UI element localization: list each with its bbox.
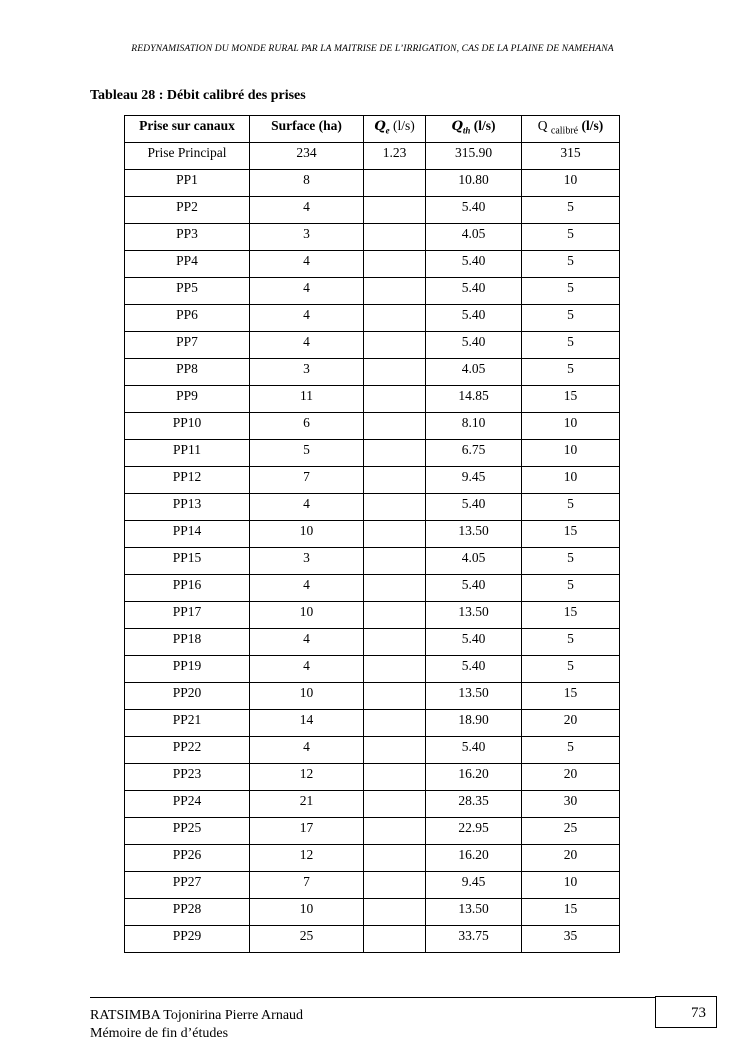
- cell-qcal: 10: [522, 872, 620, 899]
- cell-surface: 10: [250, 899, 364, 926]
- table-row: [125, 683, 620, 710]
- cell-qe: [364, 305, 426, 332]
- cell-surface: 4: [250, 278, 364, 305]
- cell-qcal: 15: [522, 386, 620, 413]
- cell-qth: 9.45: [426, 467, 522, 494]
- table-row: [125, 899, 620, 926]
- table-row: [125, 467, 620, 494]
- cell-prise: PP19: [125, 656, 250, 683]
- cell-prise: PP6: [125, 305, 250, 332]
- cell-qth: 18.90: [426, 710, 522, 737]
- cell-qcal: 15: [522, 899, 620, 926]
- cell-qe: [364, 359, 426, 386]
- cell-prise: PP29: [125, 926, 250, 953]
- cell-qth: 4.05: [426, 224, 522, 251]
- cell-prise: PP11: [125, 440, 250, 467]
- cell-qth: 5.40: [426, 575, 522, 602]
- cell-qe: [364, 278, 426, 305]
- cell-qth: 5.40: [426, 251, 522, 278]
- table-row: [125, 521, 620, 548]
- cell-surface: 11: [250, 386, 364, 413]
- cell-qe: [364, 602, 426, 629]
- table-header-row: [125, 116, 620, 143]
- qth-subscript: th: [462, 125, 471, 136]
- cell-qe: [364, 386, 426, 413]
- cell-qcal: 20: [522, 710, 620, 737]
- cell-prise: PP24: [125, 791, 250, 818]
- cell-prise: PP15: [125, 548, 250, 575]
- qe-unit: (l/s): [392, 118, 415, 133]
- cell-surface: 21: [250, 791, 364, 818]
- cell-prise: PP23: [125, 764, 250, 791]
- col-qcal-header: [522, 116, 620, 143]
- cell-qe: [364, 818, 426, 845]
- qth-symbol: Q: [451, 119, 463, 134]
- col-prise-header: Prise sur canaux: [125, 116, 250, 143]
- cell-qe: [364, 710, 426, 737]
- cell-surface: 4: [250, 629, 364, 656]
- cell-prise: PP21: [125, 710, 250, 737]
- cell-prise: PP26: [125, 845, 250, 872]
- cell-qe: [364, 656, 426, 683]
- cell-surface: 7: [250, 872, 364, 899]
- cell-qth: 13.50: [426, 683, 522, 710]
- cell-qth: 13.50: [426, 521, 522, 548]
- cell-surface: 12: [250, 845, 364, 872]
- cell-qth: 5.40: [426, 305, 522, 332]
- cell-qth: 6.75: [426, 440, 522, 467]
- cell-prise: PP1: [125, 170, 250, 197]
- cell-qe: [364, 440, 426, 467]
- table-row: [125, 224, 620, 251]
- cell-qcal: 10: [522, 170, 620, 197]
- cell-prise: PP12: [125, 467, 250, 494]
- cell-qth: 10.80: [426, 170, 522, 197]
- table-row: [125, 251, 620, 278]
- table-row: [125, 602, 620, 629]
- table-row: [125, 656, 620, 683]
- col-qth-header: [426, 116, 522, 143]
- cell-qcal: 10: [522, 413, 620, 440]
- cell-qe: [364, 548, 426, 575]
- cell-surface: 3: [250, 224, 364, 251]
- cell-surface: 10: [250, 602, 364, 629]
- cell-qth: 315.90: [426, 143, 522, 170]
- cell-qe: [364, 170, 426, 197]
- cell-prise: PP16: [125, 575, 250, 602]
- cell-surface: 12: [250, 764, 364, 791]
- cell-qe: [364, 251, 426, 278]
- cell-surface: 3: [250, 359, 364, 386]
- cell-qth: 16.20: [426, 764, 522, 791]
- cell-prise: PP9: [125, 386, 250, 413]
- table-row: [125, 386, 620, 413]
- cell-qth: 5.40: [426, 278, 522, 305]
- cell-prise: PP7: [125, 332, 250, 359]
- qcal-subscript: calibré: [550, 125, 579, 137]
- cell-qcal: 15: [522, 521, 620, 548]
- table-row: [125, 197, 620, 224]
- cell-prise: PP13: [125, 494, 250, 521]
- qth-unit: (l/s): [473, 118, 496, 133]
- cell-qcal: 5: [522, 305, 620, 332]
- cell-qcal: 5: [522, 359, 620, 386]
- cell-qth: 4.05: [426, 359, 522, 386]
- cell-qth: 13.50: [426, 602, 522, 629]
- cell-qth: 22.95: [426, 818, 522, 845]
- qe-symbol: Q: [374, 119, 386, 134]
- table-row: [125, 926, 620, 953]
- cell-qth: 16.20: [426, 845, 522, 872]
- table-row: [125, 629, 620, 656]
- cell-qe: [364, 899, 426, 926]
- cell-prise: PP22: [125, 737, 250, 764]
- cell-qcal: 25: [522, 818, 620, 845]
- cell-qe: [364, 926, 426, 953]
- cell-qth: 14.85: [426, 386, 522, 413]
- cell-qcal: 5: [522, 251, 620, 278]
- cell-prise: PP25: [125, 818, 250, 845]
- cell-qth: 13.50: [426, 899, 522, 926]
- cell-qcal: 10: [522, 440, 620, 467]
- cell-qe: [364, 791, 426, 818]
- table-row: [125, 575, 620, 602]
- cell-surface: 8: [250, 170, 364, 197]
- running-header: REDYNAMISATION DU MONDE RURAL PAR LA MAITRISE DE L’IRRIGATION, CAS DE LA PLAINE DE NAMEHANA: [131, 43, 614, 54]
- cell-prise: PP4: [125, 251, 250, 278]
- cell-qth: 5.40: [426, 332, 522, 359]
- cell-qcal: 5: [522, 494, 620, 521]
- cell-qth: 5.40: [426, 494, 522, 521]
- table-row: [125, 170, 620, 197]
- table-row: [125, 440, 620, 467]
- flow-table: [124, 115, 620, 953]
- cell-surface: 25: [250, 926, 364, 953]
- cell-prise: PP27: [125, 872, 250, 899]
- cell-qth: 5.40: [426, 656, 522, 683]
- cell-surface: 4: [250, 305, 364, 332]
- cell-qth: 5.40: [426, 197, 522, 224]
- cell-qcal: 5: [522, 332, 620, 359]
- table-body: [125, 143, 620, 953]
- cell-qe: [364, 413, 426, 440]
- cell-qth: 5.40: [426, 629, 522, 656]
- cell-qe: [364, 845, 426, 872]
- table-row: [125, 332, 620, 359]
- qcal-unit: (l/s): [581, 118, 604, 133]
- cell-qe: [364, 872, 426, 899]
- cell-qe: [364, 332, 426, 359]
- cell-surface: 10: [250, 521, 364, 548]
- cell-surface: 4: [250, 197, 364, 224]
- table-row: [125, 791, 620, 818]
- cell-surface: 7: [250, 467, 364, 494]
- cell-prise: PP3: [125, 224, 250, 251]
- cell-qe: [364, 575, 426, 602]
- cell-qth: 5.40: [426, 737, 522, 764]
- cell-prise: PP8: [125, 359, 250, 386]
- cell-qcal: 5: [522, 737, 620, 764]
- cell-qcal: 35: [522, 926, 620, 953]
- cell-qe: [364, 467, 426, 494]
- table-row: [125, 818, 620, 845]
- qcal-symbol: Q: [537, 118, 548, 133]
- cell-qe: [364, 521, 426, 548]
- cell-surface: 234: [250, 143, 364, 170]
- page-number: 73: [655, 996, 717, 1028]
- table-row: [125, 872, 620, 899]
- cell-surface: 6: [250, 413, 364, 440]
- cell-surface: 4: [250, 332, 364, 359]
- table-row: [125, 305, 620, 332]
- table-row: [125, 845, 620, 872]
- cell-qe: [364, 764, 426, 791]
- cell-surface: 5: [250, 440, 364, 467]
- cell-qcal: 5: [522, 548, 620, 575]
- cell-qth: 8.10: [426, 413, 522, 440]
- cell-surface: 3: [250, 548, 364, 575]
- cell-qcal: 5: [522, 197, 620, 224]
- cell-prise: PP14: [125, 521, 250, 548]
- cell-qth: 4.05: [426, 548, 522, 575]
- cell-qcal: 10: [522, 467, 620, 494]
- table-row: [125, 710, 620, 737]
- cell-prise: PP20: [125, 683, 250, 710]
- cell-qth: 9.45: [426, 872, 522, 899]
- qe-subscript: e: [385, 125, 390, 136]
- table-row: [125, 548, 620, 575]
- cell-qe: [364, 197, 426, 224]
- cell-qcal: 5: [522, 224, 620, 251]
- cell-qcal: 15: [522, 602, 620, 629]
- footer-rule: [90, 997, 655, 998]
- cell-qe: [364, 737, 426, 764]
- cell-qcal: 30: [522, 791, 620, 818]
- table-caption: Tableau 28 : Débit calibré des prises: [90, 88, 306, 103]
- cell-prise: PP18: [125, 629, 250, 656]
- table-row: [125, 413, 620, 440]
- cell-surface: 14: [250, 710, 364, 737]
- cell-surface: 17: [250, 818, 364, 845]
- cell-qcal: 5: [522, 575, 620, 602]
- cell-qcal: 20: [522, 764, 620, 791]
- cell-surface: 4: [250, 251, 364, 278]
- footer-subtitle: Mémoire de fin d’études: [90, 1026, 229, 1041]
- cell-qe: [364, 494, 426, 521]
- cell-prise: PP17: [125, 602, 250, 629]
- cell-qcal: 20: [522, 845, 620, 872]
- cell-qcal: 5: [522, 656, 620, 683]
- cell-qcal: 15: [522, 683, 620, 710]
- cell-surface: 4: [250, 494, 364, 521]
- cell-qe: [364, 224, 426, 251]
- cell-qcal: 5: [522, 278, 620, 305]
- cell-prise: Prise Principal: [125, 143, 250, 170]
- col-qe-header: [364, 116, 426, 143]
- cell-qcal: 5: [522, 629, 620, 656]
- cell-surface: 4: [250, 737, 364, 764]
- table-row: [125, 143, 620, 170]
- cell-surface: 4: [250, 575, 364, 602]
- cell-prise: PP10: [125, 413, 250, 440]
- col-surface-header: Surface (ha): [250, 116, 364, 143]
- cell-surface: 10: [250, 683, 364, 710]
- footer-author: RATSIMBA Tojonirina Pierre Arnaud: [90, 1008, 304, 1023]
- table-row: [125, 494, 620, 521]
- cell-qth: 33.75: [426, 926, 522, 953]
- table-row: [125, 359, 620, 386]
- table-row: [125, 737, 620, 764]
- cell-surface: 4: [250, 656, 364, 683]
- cell-prise: PP2: [125, 197, 250, 224]
- table-row: [125, 764, 620, 791]
- cell-qe: 1.23: [364, 143, 426, 170]
- cell-qe: [364, 683, 426, 710]
- cell-prise: PP28: [125, 899, 250, 926]
- cell-qcal: 315: [522, 143, 620, 170]
- table-row: [125, 278, 620, 305]
- cell-qe: [364, 629, 426, 656]
- cell-qth: 28.35: [426, 791, 522, 818]
- cell-prise: PP5: [125, 278, 250, 305]
